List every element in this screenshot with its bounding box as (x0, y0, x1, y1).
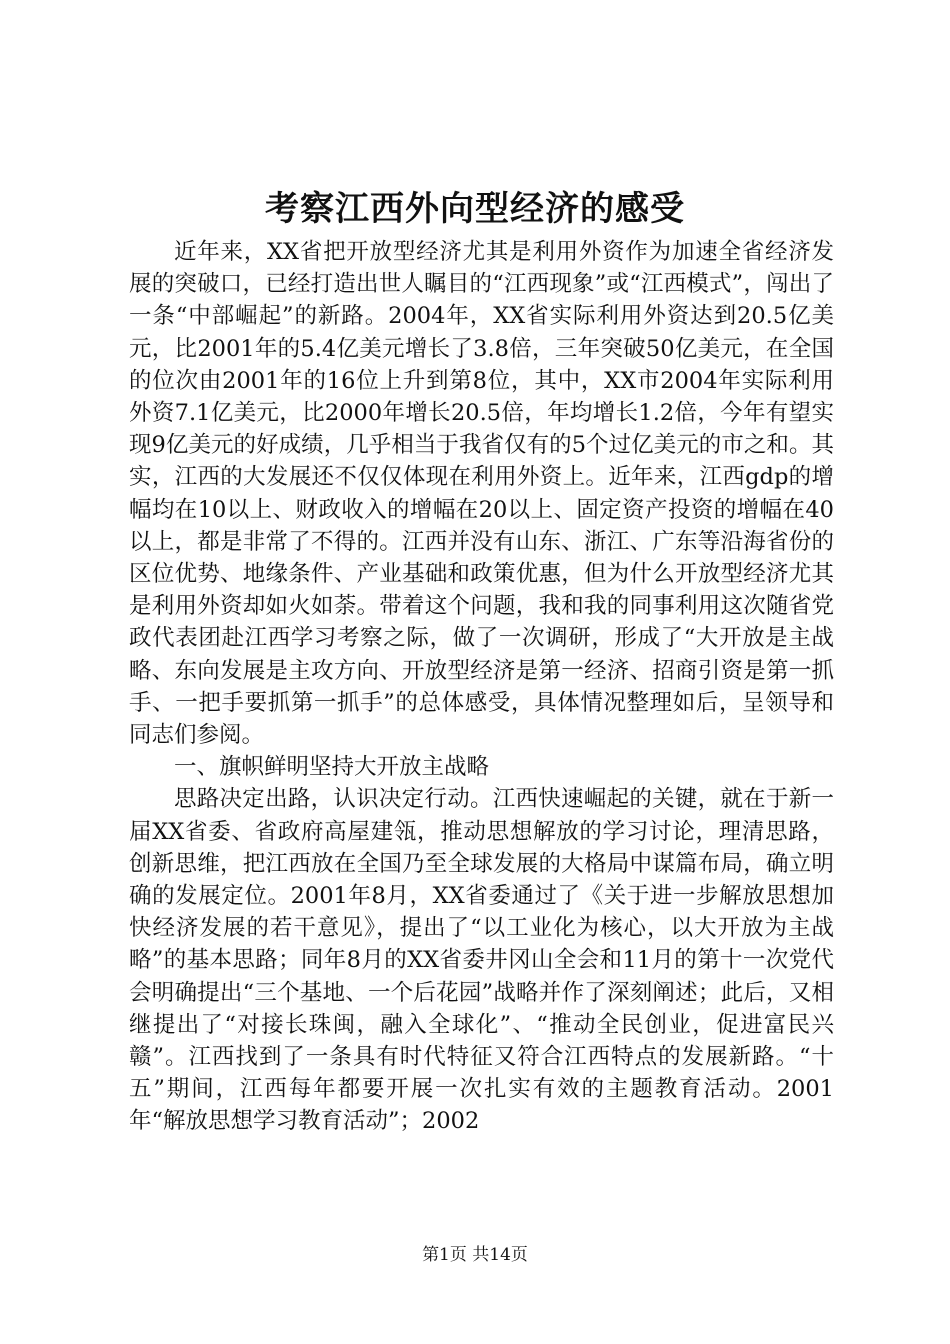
paragraph-section-one: 思路决定出路，认识决定行动。江西快速崛起的关键，就在于新一届XX省委、省政府高屋建瓴，推动思想解放的学习讨论，理清思路，创新思维，把江西放在全国乃至全球发展的大格局中谋篇布局，确立明确的发展定位。2001年8月，XX省委通过了《关于进一步解放思想加快经济发展的若干意见》，提出了“以工业化为核心，以大开放为主战略”的基本思路；同年8月的XX省委井冈山全会和11月的第十一次党代会明确提出“三个基地、一个后花园”战略并作了深刻阐述；此后，又相继提出了“对接长珠闽，融入全球化”、“推动全民创业，促进富民兴赣”。江西找到了一条具有时代特征又符合江西特点的发展新路。“十五”期间，江西每年都要开展一次扎实有效的主题教育活动。2001年“解放思想学习教育活动”；2002 (129, 786, 834, 1135)
paragraph-intro: 近年来，XX省把开放型经济尤其是利用外资作为加速全省经济发展的突破口，已经打造出世人瞩目的“江西现象”或“江西模式”，闯出了一条“中部崛起”的新路。2004年，XX省实际利用外资达到20.5亿美元，比2001年的5.4亿美元增长了3.8倍，三年突破50亿美元，在全国的位次由2001年的16位上升到第8位，其中，XX市2004年实际利用外资7.1亿美元，比2000年增长20.5倍，年均增长1.2倍，今年有望实现9亿美元的好成绩，几乎相当于我省仅有的5个过亿美元的市之和。其实，江西的大发展还不仅仅体现在利用外资上。近年来，江西gdp的增幅均在10以上、财政收入的增幅在20以上、固定资产投资的增幅在40以上，都是非常了不得的。江西并没有山东、浙江、广东等沿海省份的区位优势、地缘条件、产业基础和政策优惠，但为什么开放型经济尤其是利用外资却如火如荼。带着这个问题，我和我的同事利用这次随省党政代表团赴江西学习考察之际，做了一次调研，形成了“大开放是主战略、东向发展是主攻方向、开放型经济是第一经济、招商引资是第一抓手、一把手要抓第一抓手”的总体感受，具体情况整理如后，呈领导和同志们参阅。 (129, 239, 834, 749)
page-footer: 第1页 共14页 (422, 1245, 528, 1265)
document-body (129, 236, 834, 1138)
section-heading: 一、旗帜鲜明坚持大开放主战略 (174, 754, 490, 781)
document-title: 考察江西外向型经济的感受 (265, 189, 685, 229)
